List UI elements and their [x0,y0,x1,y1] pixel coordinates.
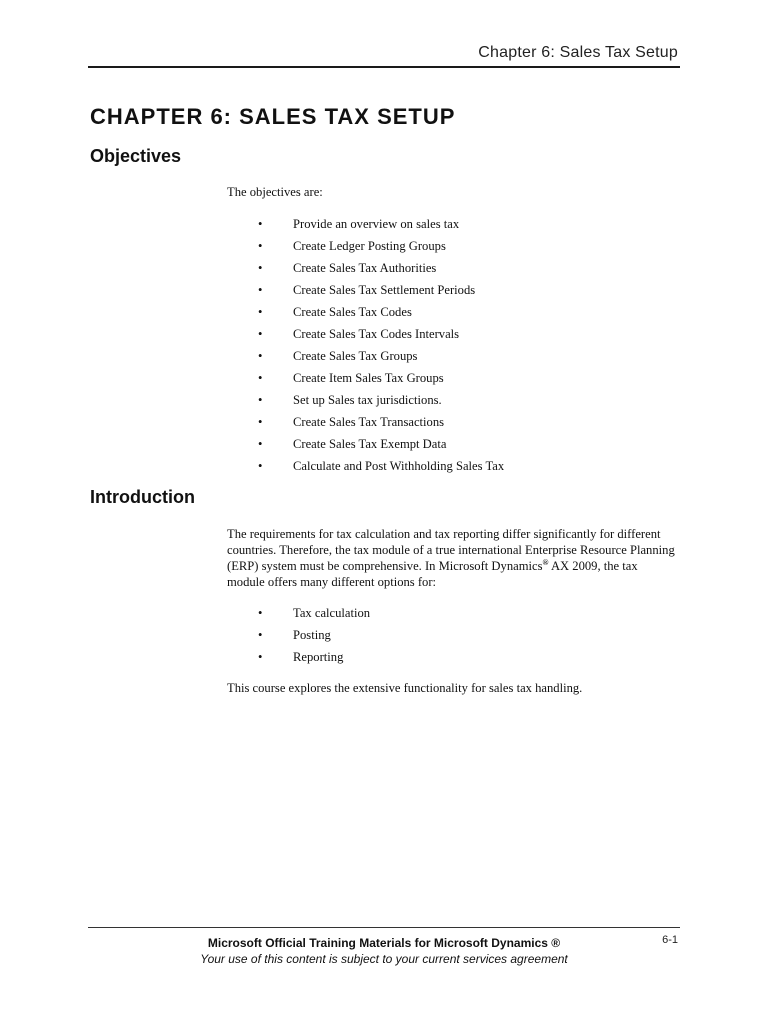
list-item [258,216,504,238]
bullet-icon: • [258,283,263,297]
list-item [258,304,504,326]
objectives-heading: Objectives [90,146,182,166]
list-item-text: Calculate and Post Withholding Sales Tax [293,459,505,473]
list-item-text: Create Sales Tax Exempt Data [293,437,447,451]
list-item-text: Create Sales Tax Settlement Periods [293,283,476,297]
list-item [258,414,504,436]
bullet-icon: • [258,217,263,231]
introduction-paragraph [227,526,677,590]
bullet-icon: • [258,650,263,664]
list-item-text: Reporting [293,650,344,664]
running-header: Chapter 6: Sales Tax Setup [478,44,678,61]
bullet-icon: • [258,459,263,473]
list-item [258,238,504,260]
bullet-icon: • [258,305,263,319]
header-rule [88,66,680,68]
introduction-heading: Introduction [90,487,195,507]
objectives-intro: The objectives are: [227,185,323,199]
list-item [258,627,370,649]
bullet-icon: • [258,437,263,451]
list-item-text: Create Sales Tax Transactions [293,415,445,429]
list-item [258,436,504,458]
footer-rule [88,927,680,928]
closing-paragraph: This course explores the extensive functionality for sales tax handling. [227,681,583,695]
bullet-icon: • [258,606,263,620]
bullet-icon: • [258,349,263,363]
list-item-text: Tax calculation [293,606,371,620]
list-item-text: Create Ledger Posting Groups [293,239,446,253]
list-item-text: Provide an overview on sales tax [293,217,460,231]
list-item [258,392,504,414]
list-item-text: Posting [293,628,331,642]
list-item [258,260,504,282]
registered-mark: ® [542,557,549,567]
list-item-text: Set up Sales tax jurisdictions. [293,393,442,407]
bullet-icon: • [258,415,263,429]
list-item-text: Create Sales Tax Codes Intervals [293,327,460,341]
list-item-text: Create Sales Tax Codes [293,305,412,319]
bullet-icon: • [258,628,263,642]
chapter-title: CHAPTER 6: SALES TAX SETUP [90,104,456,129]
list-item-text: Create Item Sales Tax Groups [293,371,444,385]
list-item [258,370,504,392]
list-item [258,458,504,480]
list-item [258,605,370,627]
introduction-list [258,605,370,671]
bullet-icon: • [258,327,263,341]
list-item-text: Create Sales Tax Authorities [293,261,437,275]
bullet-icon: • [258,261,263,275]
list-item [258,326,504,348]
footer-line1: Microsoft Official Training Materials for Microsoft Dynamics ® [207,936,561,950]
list-item [258,649,370,671]
list-item [258,282,504,304]
bullet-icon: • [258,371,263,385]
bullet-icon: • [258,393,263,407]
list-item-text: Create Sales Tax Groups [293,349,418,363]
bullet-icon: • [258,239,263,253]
list-item [258,348,504,370]
objectives-list [258,216,504,480]
footer-line2: Your use of this content is subject to your current services agreement [200,952,568,966]
intro-text-part1: The requirements for tax calculation and tax reporting differ significantly for different countries. Therefore, the tax module of a true international Enterprise Resource Planning (ERP) system must be comprehensive. In Microsoft Dynamics [227,527,675,573]
intro-text-part2: AX 2009, the tax module offers many different options for: [227,559,638,589]
page-number: 6-1 [662,934,678,946]
